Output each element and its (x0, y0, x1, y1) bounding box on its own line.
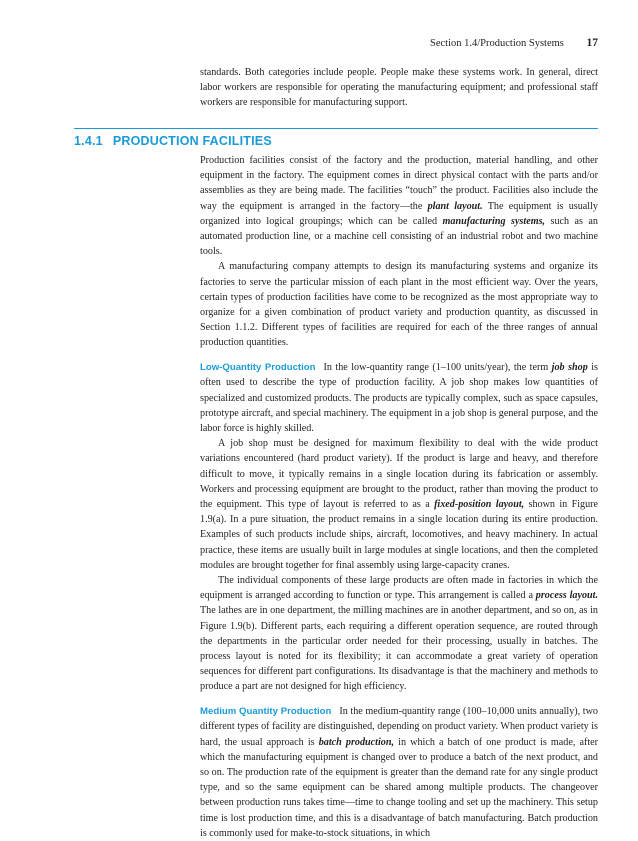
term-fixed-position-layout: fixed-position layout, (434, 498, 525, 510)
text-run: Production facilities consist of the factory and the production, material handling, and other equipment in the factory. The equipment comes in direct physical contact with the parts and/or assemblies as they are being made. The facilities “touch” the product. Facilities also include the way the equipment is arranged in the factory—the (200, 155, 598, 212)
paragraph-process-layout (200, 573, 598, 695)
paragraph-medium-quantity (200, 704, 598, 841)
section-title: PRODUCTION FACILITIES (112, 134, 272, 148)
text-run: is often used to describe the type of production facility. A job shop makes low quantities of specialized and customized products. The products are typically complex, such as space capsules, prototype aircraft, and special machinery. The equipment in a job shop is general purpose, and the labor force is highly skilled. (200, 362, 598, 434)
running-head (430, 37, 598, 49)
section-heading (74, 134, 272, 148)
term-manufacturing-systems: manufacturing systems, (442, 215, 546, 227)
subheading-medium-quantity: Medium Quantity Production (200, 706, 332, 718)
term-batch-production: batch production, (318, 736, 395, 748)
paragraph-low-quantity (200, 360, 598, 436)
subheading-low-quantity: Low-Quantity Production (200, 362, 316, 374)
page-number: 17 (586, 37, 598, 49)
running-head-section: Section 1.4/Production Systems (430, 38, 564, 49)
term-plant-layout: plant layout. (427, 200, 483, 212)
text-run: in which a batch of one product is made, after which the manufacturing equipment is changed over to produce a batch of the next product, and so on. The production rate of the equipment is greater than the demand rate for any single product type, and so the same equipment can be shared among multiple products. The changeover between production runs takes time—time to change tooling and set up the machinery. This setup time is lost production time, and this is a disadvantage of batch manufacturing. Batch production is commonly used for make-to-stock situations, in which (200, 736, 599, 839)
section-number: 1.4.1 (74, 134, 103, 148)
main-text (200, 153, 598, 841)
text-run: In the low-quantity range (1–100 units/year), the term (323, 362, 552, 374)
text-run: shown in Figure 1.9(a). In a pure situation, the product remains in a single location during its entire production. Examples of such products include ships, aircraft, locomotives, and heavy machinery. In actual practice, these items are usually built in large modules at single locations, and then the completed modules are brought together for final assembly using large-capacity cranes. (200, 498, 599, 571)
term-process-layout: process layout. (535, 590, 598, 602)
paragraph-design: A manufacturing company attempts to design its manufacturing systems and organize its factories to serve the particular mission of each plant in the most efficient way. Over the years, certain types of production facilities have come to be recognized as the most appropriate way to organize for a given combination of product variety and production quantity, as discussed in Section 1.1.2. Different types of facilities are required for each of the three ranges of annual production quantities. (200, 261, 598, 349)
text-run: The individual components of these large products are often made in factories in which the equipment is arranged according to function or type. This arrangement is called a (200, 574, 598, 602)
intro-paragraph: standards. Both categories include people. People make these systems work. In general, direct labor workers are responsible for operating the manufacturing equipment; and professional staff workers are responsible for manufacturing support. (200, 67, 598, 109)
intro-block (200, 65, 598, 111)
text-run: The equipment is usually organized into logical groupings; which can be called (200, 200, 598, 227)
text-run: The lathes are in one department, the milling machines are in another department, and so on, as in Figure 1.9(b). Different parts, each requiring a different operation sequence, are routed through the departments in the particular order needed for their processing, usually in batches. The process layout is noted for its flexibility; it can accommodate a great variety of operation sequences for different part configurations. Its disadvantage is that the machinery and methods to produce a part are not designed for high efficiency. (200, 605, 598, 693)
paragraph-facilities (200, 153, 598, 259)
section-rule (74, 128, 598, 129)
text-run: A job shop must be designed for maximum flexibility to deal with the wide product variations encountered (hard product variety). If the product is large and heavy, and therefore difficult to move, it typically remains in a single location during its fabrication or assembly. Workers and processing equipment are brought to the product, rather than moving the product to the equipment. This type of layout is referred to as a (200, 438, 598, 510)
paragraph-job-shop (200, 436, 598, 573)
term-job-shop: job shop (551, 362, 588, 374)
text-run: such as an automated production line, or a machine cell consisting of an industrial robot and two machine tools. (200, 215, 598, 258)
text-run: In the medium-quantity range (100–10,000 units annually), two different types of facility are distinguished, depending on product variety. When product variety is hard, the usual approach is (200, 706, 598, 748)
